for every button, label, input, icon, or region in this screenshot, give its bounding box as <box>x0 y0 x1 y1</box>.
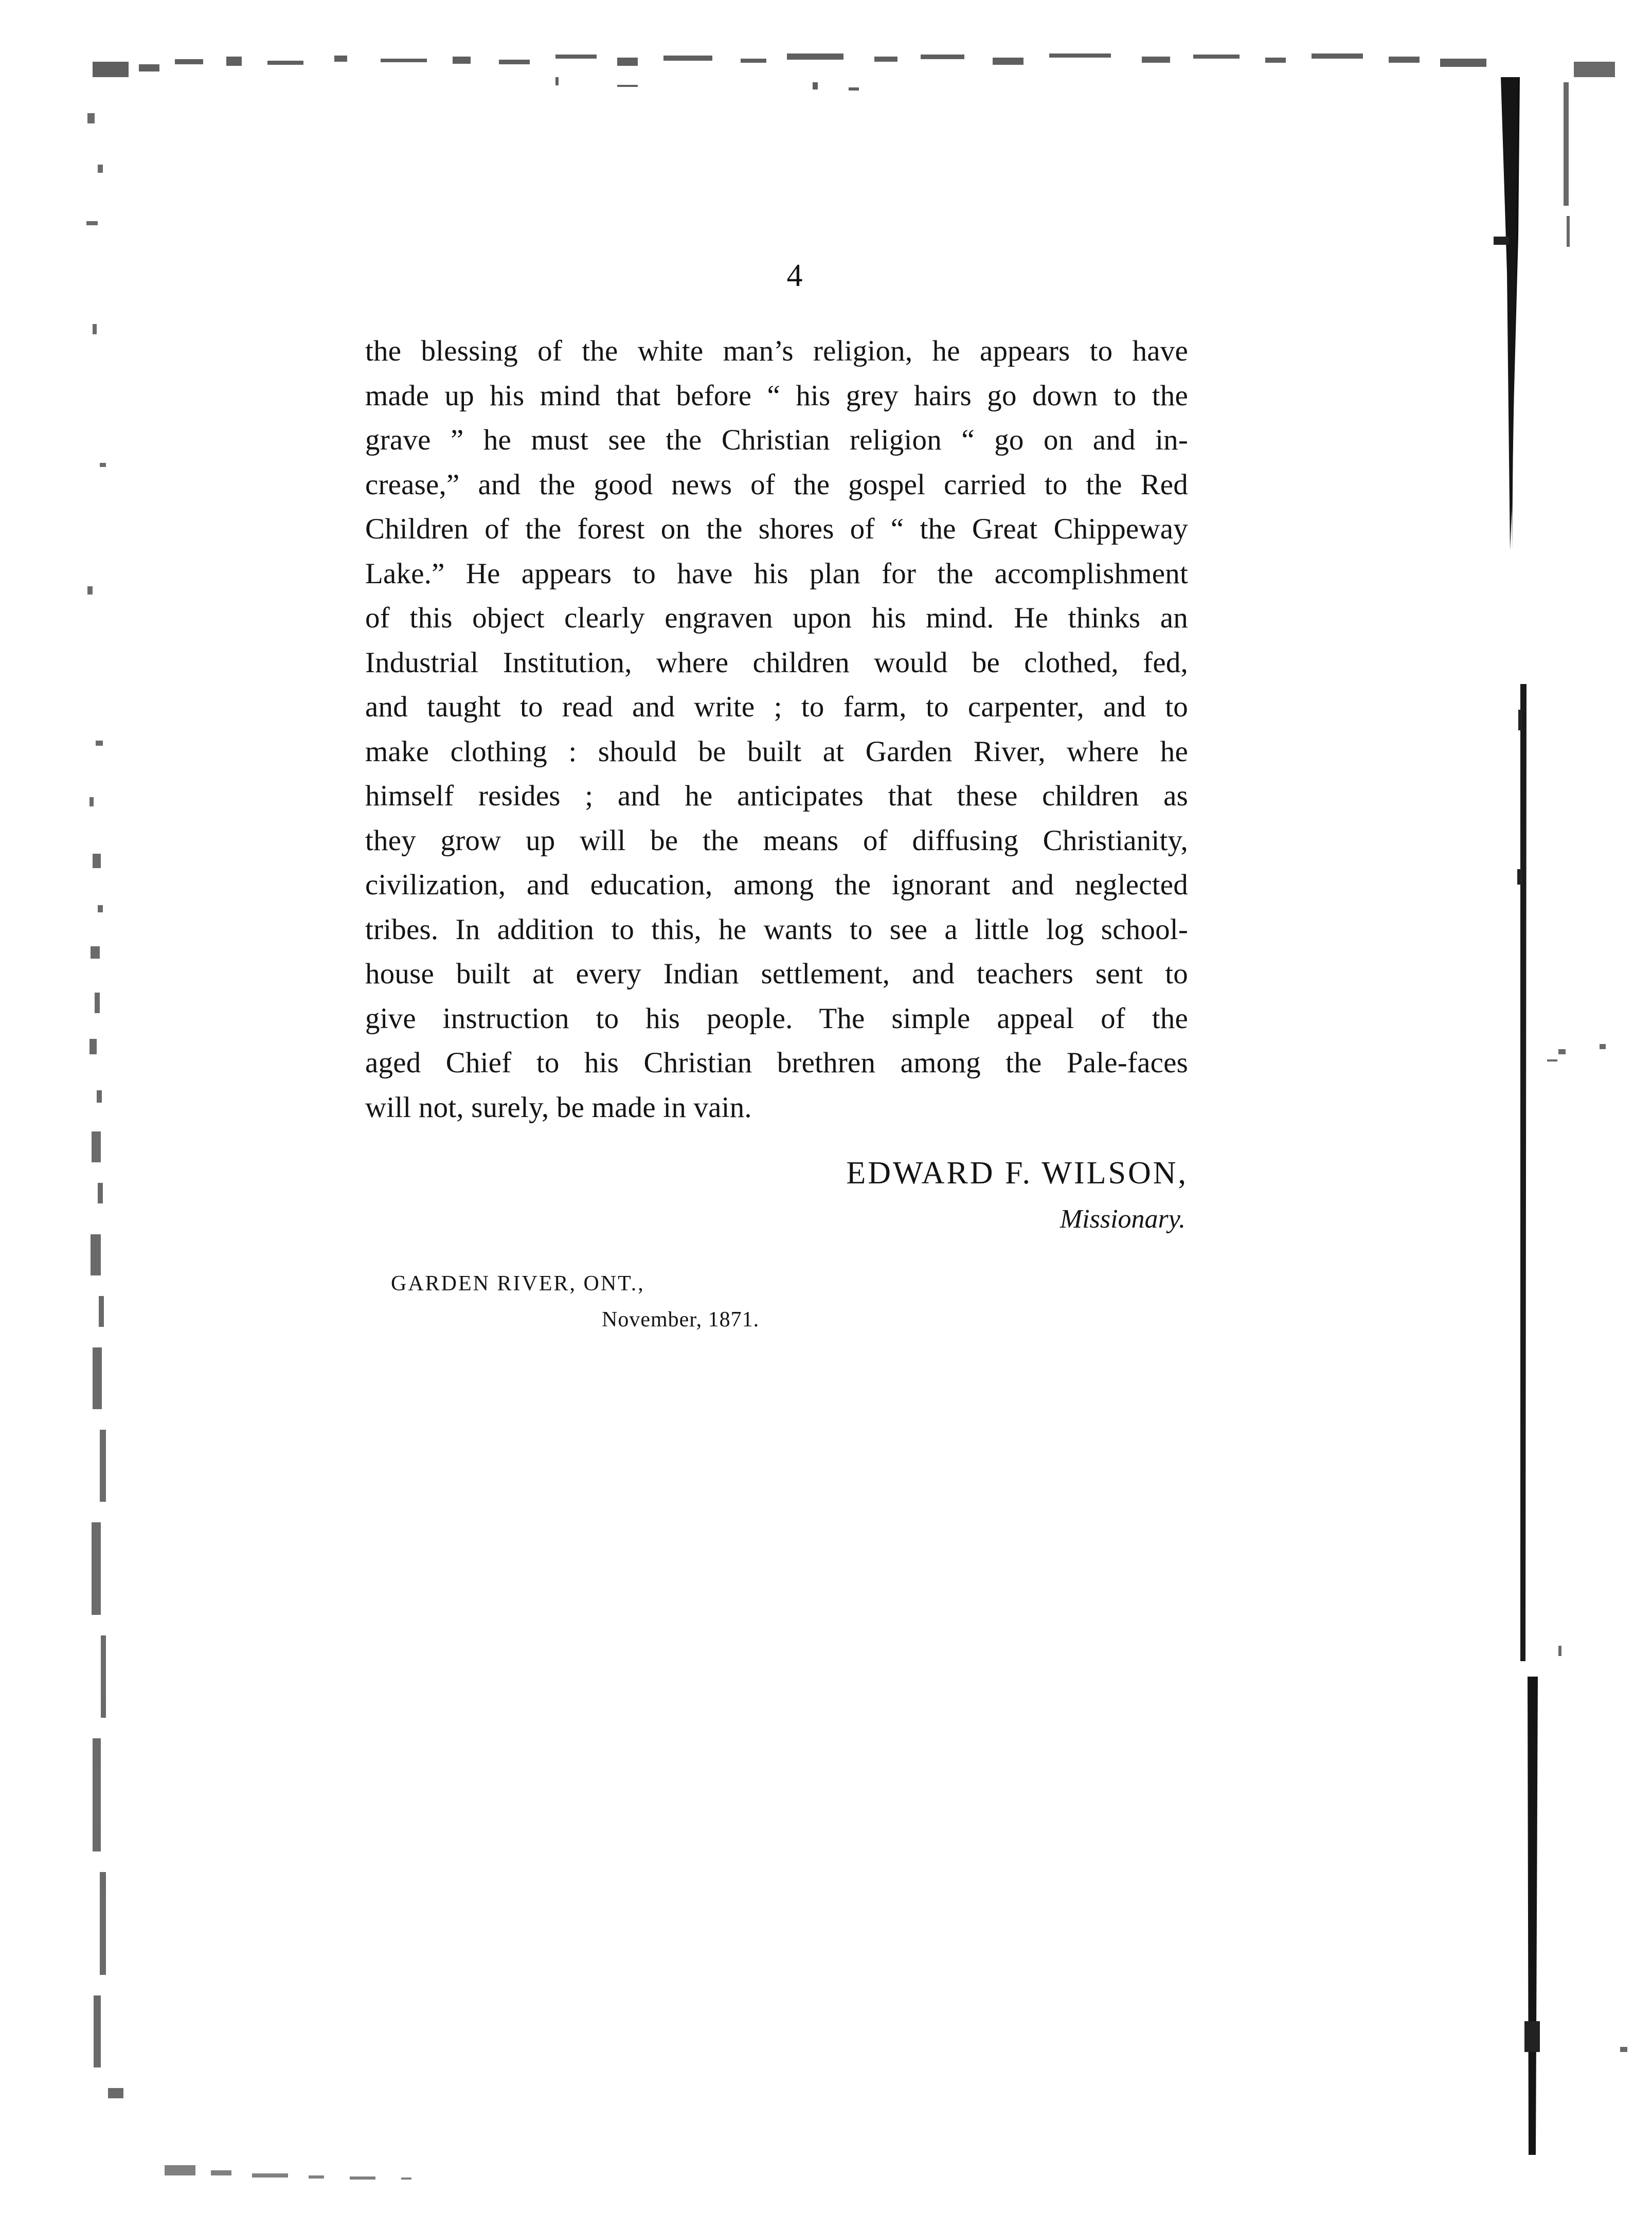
signature-title: Missionary. <box>1060 1204 1186 1234</box>
page-number: 4 <box>786 258 803 293</box>
text-line: Lake.” He appears to have his plan for the accomplishment <box>365 557 1188 590</box>
text-line: Industrial Institution, where children would be clothed, fed, <box>365 646 1188 679</box>
text-line: of this object clearly engraven upon his mind. He thinks an <box>365 602 1188 634</box>
text-line: give instruction to his people. The simple appeal of the <box>365 1002 1188 1035</box>
text-line: grave ” he must see the Christian religion “ go on and in- <box>365 424 1188 456</box>
scan-binding-shadow <box>1481 67 1543 2165</box>
body-paragraph <box>365 329 1188 1130</box>
text-line: tribes. In addition to this, he wants to see a little log school- <box>365 913 1188 946</box>
place-line: GARDEN RIVER, ONT., <box>391 1272 645 1296</box>
text-line: house built at every Indian settlement, and teachers sent to <box>365 958 1188 990</box>
text-line: Children of the forest on the shores of “ the Great Chippeway <box>365 513 1188 545</box>
text-line: aged Chief to his Christian brethren among the Pale-faces <box>365 1047 1188 1079</box>
date-line: November, 1871. <box>602 1308 760 1332</box>
text-line: they grow up will be the means of diffusing Christianity, <box>365 824 1188 857</box>
text-line: crease,” and the good news of the gospel carried to the Red <box>365 468 1188 501</box>
text-line: made up his mind that before “ his grey hairs go down to the <box>365 379 1188 412</box>
text-line: make clothing : should be built at Garden River, where he <box>365 735 1188 768</box>
text-line: will not, surely, be made in vain. <box>365 1091 752 1124</box>
text-line: and taught to read and write ; to farm, to carpenter, and to <box>365 691 1188 723</box>
text-line: himself resides ; and he anticipates that these children as <box>365 780 1188 812</box>
scan-speckle-left-margin <box>77 103 144 2134</box>
scan-smudge-top <box>93 36 1507 93</box>
text-line: the blessing of the white man’s religion, he appears to have <box>365 335 1188 367</box>
text-line: civilization, and education, among the ignorant and neglected <box>365 869 1188 901</box>
scan-speckle-right-edge <box>1543 51 1646 2186</box>
scan-smudge-bottom <box>154 2155 566 2196</box>
signature-name: EDWARD F. WILSON, <box>846 1156 1188 1191</box>
